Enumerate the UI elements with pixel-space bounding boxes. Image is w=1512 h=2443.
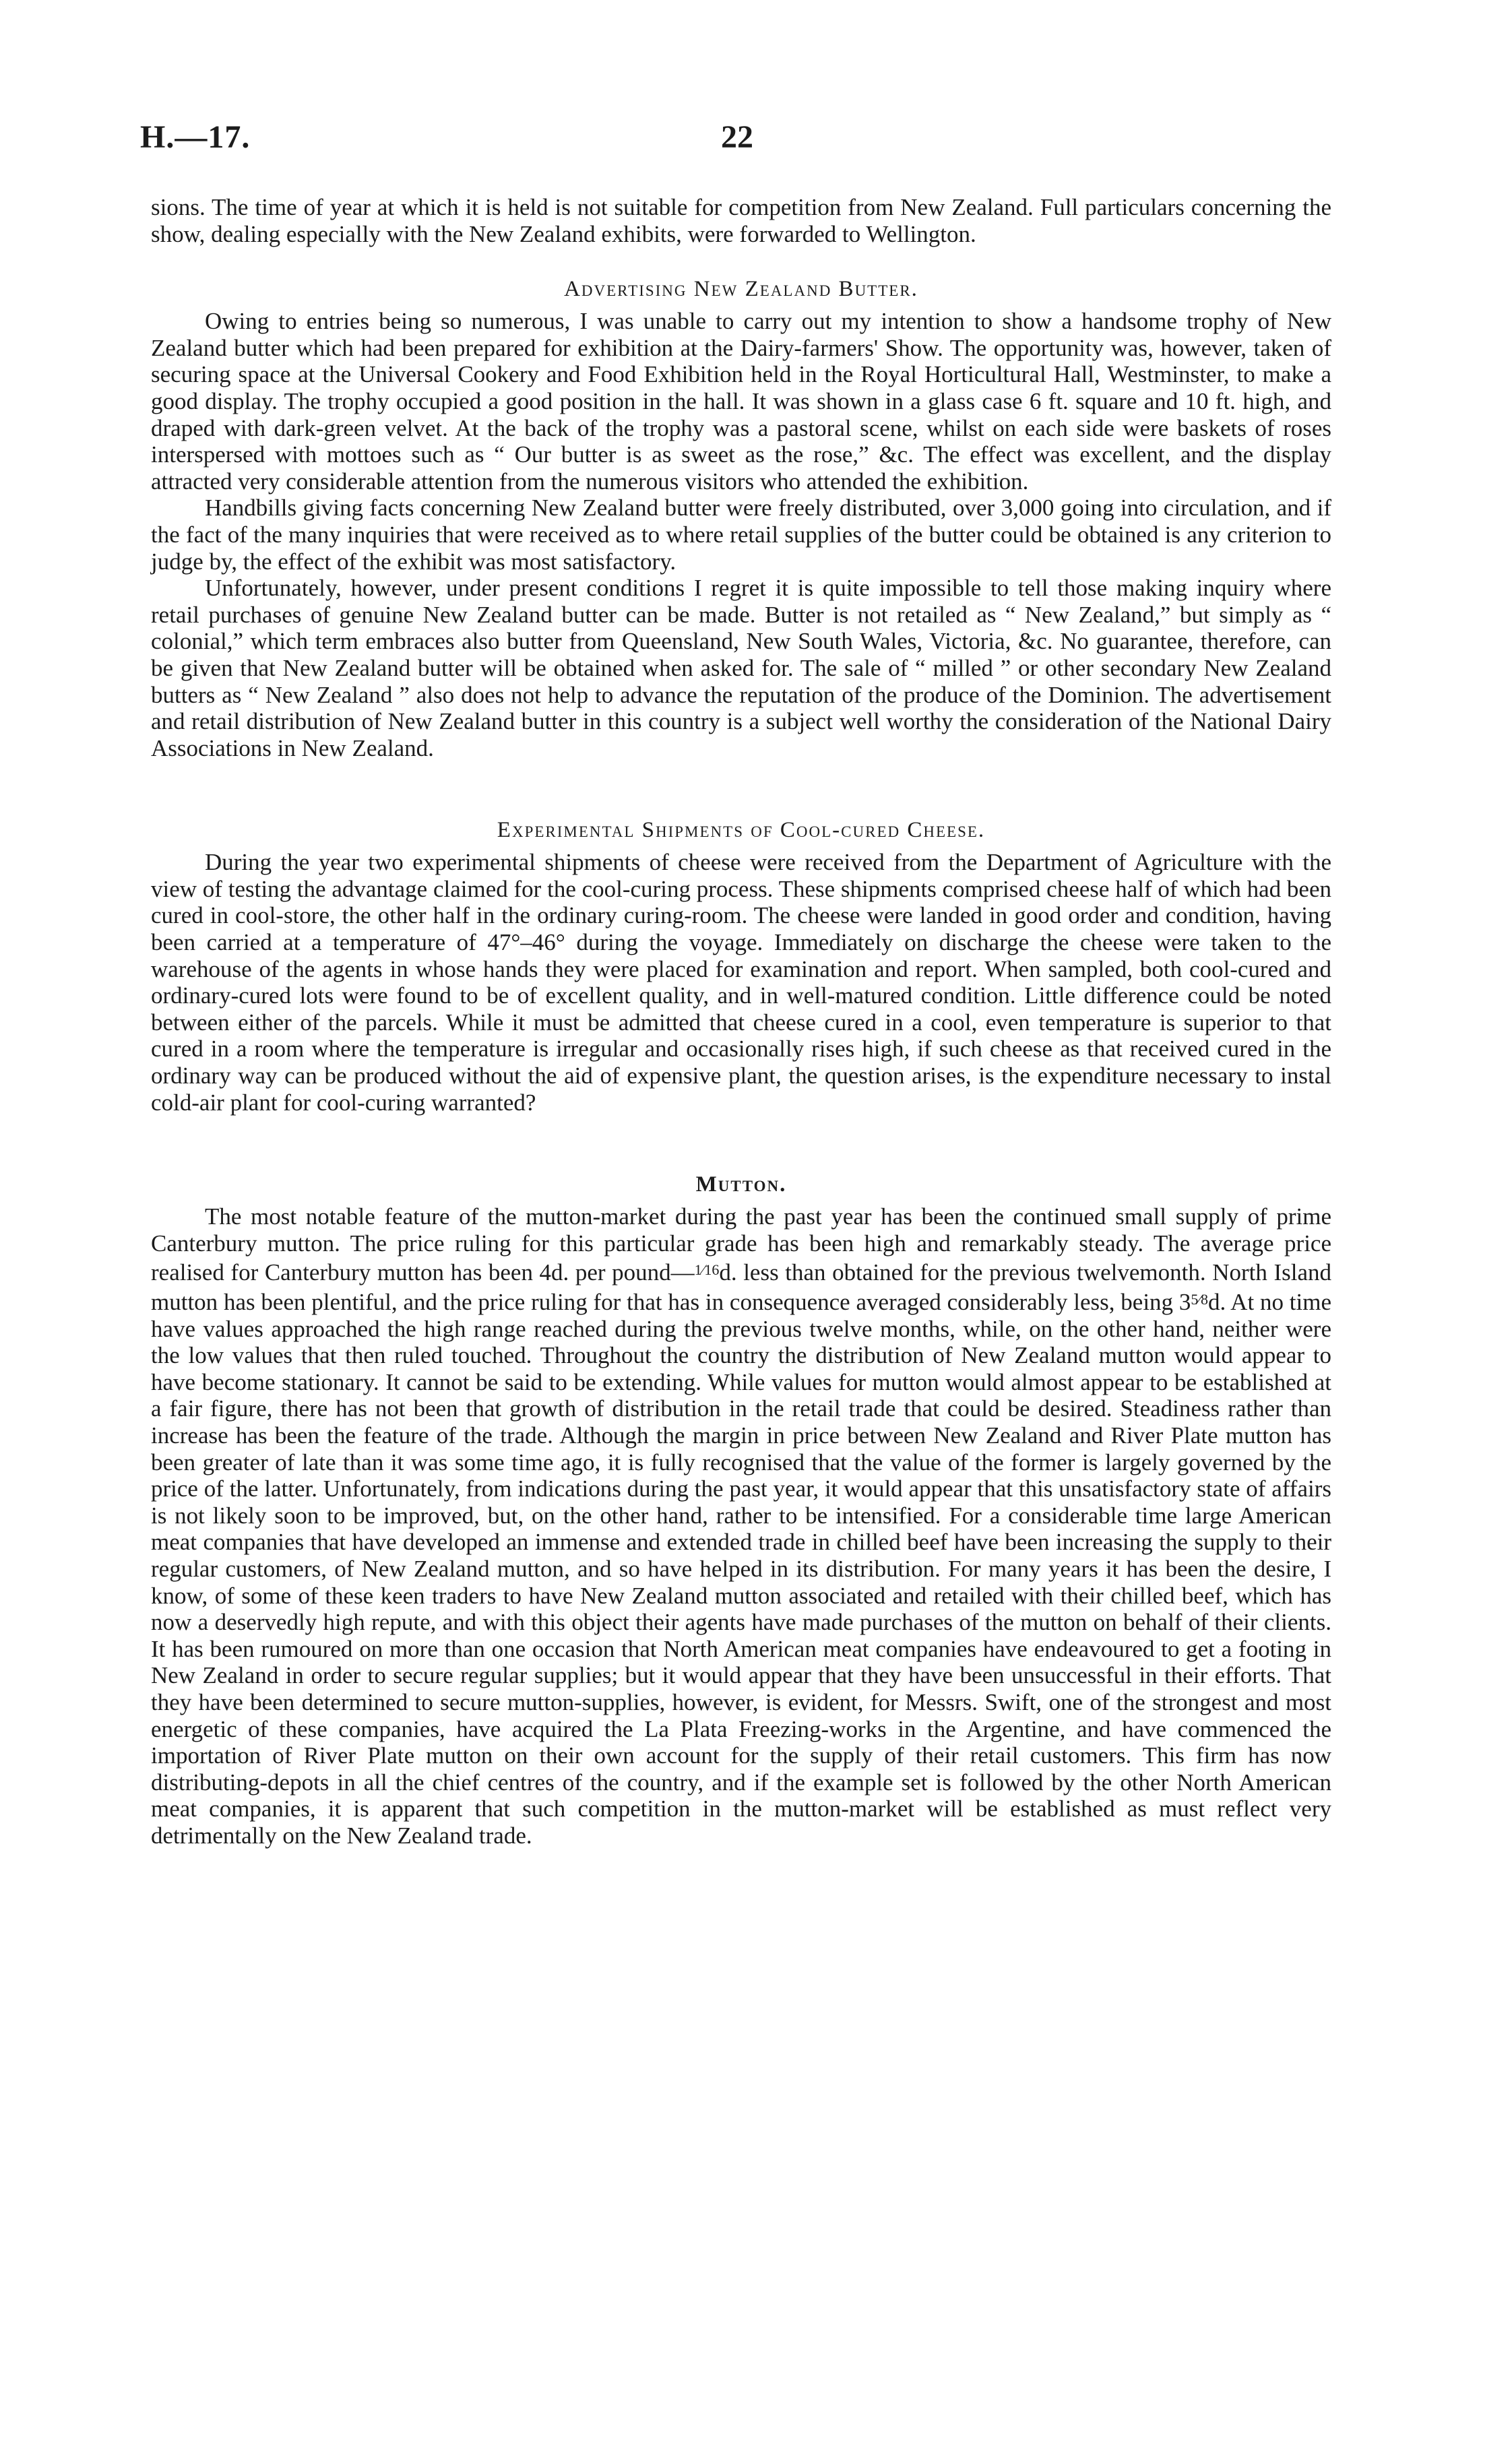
paragraph-trophy: Owing to entries being so numerous, I was unable to carry out my intention to show a handsome trophy of New Zealand butter which had been prepared for exhibition at the Dairy-farmers' Show. The opportunity was, however, taken of securing space at the Universal Cookery and Food Exhibition held in the Royal Horticultural Hall, Westminster, to make a good display. The trophy occupied a good position in the hall. It was shown in a glass case 6 ft. square and 10 ft. high, and draped with dark-green velvet. At the back of the trophy was a pastoral scene, whilst on each side were baskets of roses interspersed with mottoes such as “ Our butter is as sweet as the rose,” &c. The effect was excellent, and the display attracted very considerable attention from the numerous visitors who attended the exhibition. xyxy=(151,308,1331,495)
paragraph-cheese: During the year two experimental shipments of cheese were received from the Department of Agriculture with the view of testing the advantage claimed for the cool-curing process. These shipments comprised cheese half of which had been cured in cool-store, the other half in the ordinary curing-room. The cheese were landed in good order and condition, having been carried at a temperature of 47°–46° during the voyage. Immediately on discharge the cheese were taken to the warehouse of the agents in whose hands they were placed for examination and report. When sampled, both cool-cured and ordinary-cured lots were found to be of excellent quality, and in well-matured condition. Little difference could be noted between either of the parcels. While it must be admitted that cheese cured in a cool, even temperature is superior to that cured in a room where the temperature is irregular and occasionally rises high, if such cheese as that received cured in the ordinary way can be produced without the aid of expensive plant, the question arises, is the expenditure necessary to instal cold-air plant for cool-curing warranted? xyxy=(151,849,1331,1116)
paragraph-continuation: sions. The time of year at which it is held is not suitable for competition from New Zealand. Full particulars concerning the show, dealing especially with the New Zealand exhibits, were forwarded to Wellington. xyxy=(151,194,1331,247)
document-reference: H.—17. xyxy=(140,119,251,155)
page-body xyxy=(151,194,1331,1849)
fraction-sixteenth: 1⁄16 xyxy=(694,1261,720,1279)
paragraph-handbills: Handbills giving facts concerning New Zealand butter were freely distributed, over 3,000 going into circulation, and if the fact of the many inquiries that were received as to where retail supplies of the butter could be obtained is any criterion to judge by, the effect of the exhibit was most satisfactory. xyxy=(151,495,1331,575)
mutton-text-part-3: d. At no time have values approached the high range reached during the previous twelve months, while, on the other hand, neither were the low values that then ruled touched. Throughout the country the distribution of New Zealand mutton would appear to have become stationary. It cannot be said to be extending. While values for mutton would almost appear to be established at a fair figure, there has not been that growth of distribution in the retail trade that could be desired. Steadiness rather than increase has been the feature of the trade. Although the margin in price between New Zealand and River Plate mutton has been greater of late than it was some time ago, it is fully recognised that the value of the former is largely governed by the price of the latter. Unfortunately, from indications during the past year, it would appear that this unsatisfactory state of affairs is not likely soon to be improved, but, on the other hand, rather to be intensified. For a considerable time large American meat companies that have developed an immense and extended trade in chilled beef have been increasing the supply to their regular customers, of New Zealand mutton, and so have helped in its distribution. For many years it has been the desire, I know, of some of these keen traders to have New Zealand mutton associated and retailed with their chilled beef, which has now a deservedly high repute, and with this object their agents have made purchases of the mutton on behalf of their clients. It has been rumoured on more than one occasion that North American meat companies have endeavoured to get a footing in New Zealand in order to secure regular supplies; but it would appear that they have been unsuccessful in their efforts. That they have been determined to secure mutton-supplies, however, is evident, for Messrs. Swift, one of the strongest and most energetic of these companies, have acquired the La Plata Freezing-works in the Argentine, and have commenced the importation of River Plate mutton on their own account for the supply of their retail customers. This firm has now distributing-depots in all the chief centres of the country, and if the example set is followed by the other North American meat companies, it is apparent that such competition in the mutton-market will be established as must reflect very detrimentally on the New Zealand trade. xyxy=(151,1289,1331,1849)
paragraph-retail: Unfortunately, however, under present conditions I regret it is quite impossible to tell those making inquiry where retail purchases of genuine New Zealand butter can be made. Butter is not retailed as “ New Zealand,” but simply as “ colonial,” which term embraces also butter from Queensland, New South Wales, Victoria, &c. No guarantee, therefore, can be given that New Zealand butter will be obtained when asked for. The sale of “ milled ” or other secondary New Zealand butters as “ New Zealand ” also does not help to advance the reputation of the produce of the Dominion. The advertisement and retail distribution of New Zealand butter in this country is a subject well worthy the consideration of the National Dairy Associations in New Zealand. xyxy=(151,575,1331,761)
heading-advertising-butter: Advertising New Zealand Butter. xyxy=(564,277,918,302)
page-number: 22 xyxy=(721,119,753,155)
paragraph-mutton xyxy=(151,1203,1331,1849)
mutton-text-part-2: d. less than obtained for the previous twelvemonth. North Island mutton has been plentiful, and the price ruling for that has in consequence averaged considerably less, being 3 xyxy=(151,1259,1331,1315)
heading-experimental-shipments: Experimental Shipments of Cool-cured Cheese. xyxy=(497,818,986,843)
fraction-five-eighths: 5⁄8 xyxy=(1191,1291,1209,1308)
mutton-text-part-1: The most notable feature of the mutton-market during the past year has been the continued small supply of prime Canterbury mutton. The price ruling for this particular grade has been high and remarkably steady. The average price realised for Canterbury mutton has been 4d. per pound— xyxy=(151,1203,1331,1286)
heading-mutton: Mutton. xyxy=(695,1172,787,1197)
page-header xyxy=(140,119,1319,172)
